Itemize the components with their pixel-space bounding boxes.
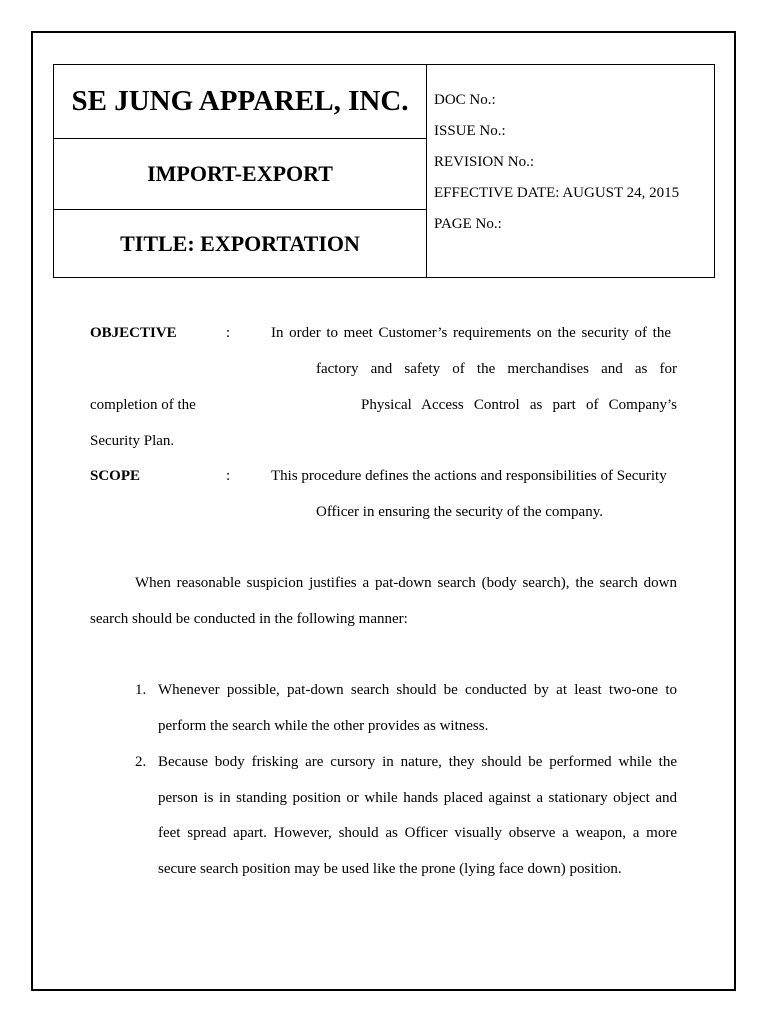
document-header-table	[53, 64, 715, 278]
company-name: SE JUNG APPAREL, INC.	[54, 65, 426, 139]
objective-colon: :	[226, 325, 231, 341]
list-item-number: 1.	[135, 682, 147, 698]
list-item-line: Because body frisking are cursory in nature, they should be performed while the	[158, 754, 677, 770]
scope-line-1: This procedure defines the actions and responsibilities of Security	[271, 468, 667, 484]
scope-line-2: Officer in ensuring the security of the company.	[316, 504, 603, 520]
objective-line-3-right: Physical Access Control as part of Company’s	[361, 397, 677, 413]
scope-colon: :	[226, 468, 231, 484]
effective-date: EFFECTIVE DATE: AUGUST 24, 2015	[434, 185, 680, 201]
department-name: IMPORT-EXPORT	[54, 139, 426, 210]
list-item-line: person is in standing position or while hands placed against a stationary object and	[158, 790, 677, 806]
list-item-number: 2.	[135, 754, 147, 770]
intro-line-2: search should be conducted in the following manner:	[90, 611, 408, 627]
list-item-line: secure search position may be used like the prone (lying face down) position.	[158, 861, 622, 877]
objective-line-3-left: completion of the	[90, 397, 196, 413]
list-item-line: perform the search while the other provides as witness.	[158, 718, 489, 734]
list-item-line: feet spread apart. However, should as Officer visually observe a weapon, a more	[158, 825, 677, 841]
document-title: TITLE: EXPORTATION	[120, 230, 360, 256]
objective-line-2: factory and safety of the merchandises and as for	[316, 361, 677, 377]
objective-line-4: Security Plan.	[90, 433, 175, 449]
scope-label: SCOPE	[90, 468, 141, 484]
revision-number: REVISION No.:	[434, 154, 534, 170]
intro-line-1: When reasonable suspicion justifies a pat-down search (body search), the search down	[135, 575, 677, 591]
page-number: PAGE No.:	[434, 216, 502, 232]
issue-number: ISSUE No.:	[434, 123, 506, 139]
document-control-info	[434, 89, 679, 244]
header-left-column	[54, 65, 427, 277]
doc-number: DOC No.:	[434, 92, 496, 108]
objective-line-1: In order to meet Customer’s requirements on the security of the	[271, 325, 671, 341]
list-item-line: Whenever possible, pat-down search should be conducted by at least two-one to	[158, 682, 677, 698]
objective-label: OBJECTIVE	[90, 325, 177, 341]
